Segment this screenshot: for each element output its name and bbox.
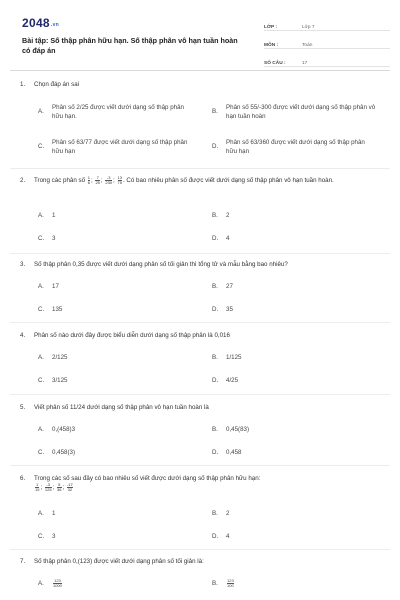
header — [16, 14, 388, 66]
page-title: Bài tập: Số thập phân hữu hạn. Số thập phân vô hạn tuần hoàn có đáp án — [22, 36, 238, 55]
question-separator — [10, 465, 390, 466]
question-5: 5. Viết phân số 11/24 dưới dạng số thập phân vô hạn tuần hoàn là A. 0,(458)3 B. 0,45(83) C. 0,458(3) D. 0,458 — [20, 404, 250, 456]
meta-subject: MÔN : Toán — [264, 34, 390, 49]
meta-info — [264, 16, 390, 70]
question-7: 7. Số thập phân 0,(123) được viết dưới dạng phân số tối giản là: A. $\frac{123}{1000}$ B. $\frac{123}{100}$ — [20, 558, 234, 588]
question-3: 3. Số thập phân 0,35 được viết dưới dạng phân số tối giản thì tổng tử và mẫu bằng bao nhiêu? A. 17 B. 27 C. 135 D. 35 — [20, 261, 288, 313]
question-separator — [10, 549, 390, 550]
fraction-list: $\frac{1}{15}$ ; $\frac{-3}{125}$ ; $\frac{5}{36}$ ; $\frac{-17}{32}$ — [35, 482, 73, 492]
question-separator — [10, 253, 390, 254]
question-text: Chọn đáp án sai — [34, 81, 80, 88]
fraction: $\frac{5}{36}$ — [57, 482, 62, 492]
fraction: $\frac{1}{15}$ — [35, 482, 40, 492]
fraction: $\frac{-3}{230}$ — [105, 175, 113, 185]
fraction: $\frac{123}{100}$ — [227, 578, 234, 588]
fraction: $\frac{13}{75}$ — [117, 175, 122, 185]
meta-class: LỚP : Lớp 7 — [264, 16, 390, 31]
fraction: $\frac{-3}{125}$ — [44, 482, 52, 492]
question-separator — [10, 394, 390, 395]
fraction: $\frac{1}{6}$ — [87, 175, 90, 185]
question-separator — [10, 322, 390, 323]
question-2: 2. Trong các phân số $\frac{1}{6}$ ; $\frac{7}{25}$ ; $\frac{-3}{230}$ ; $\frac{13}{75}$ . Có bao nhiêu phân số được viết dưới dạng số thập phân vô hạn tuần hoàn. A. 1 B. 2 C. 3 D. 4 — [20, 175, 334, 242]
question-4: 4. Phân số nào dưới đây được biểu diễn dưới dạng số thập phân là 0,016 A. 2/125 B. 1/125 C. 3/125 D. 4/25 — [20, 332, 242, 384]
site-logo[interactable]: 2048.vn — [22, 16, 60, 30]
meta-question-count: SỐ CÂU : 17 — [264, 52, 390, 67]
fraction: $\frac{123}{1000}$ — [53, 578, 62, 588]
fraction: $\frac{-17}{32}$ — [66, 482, 73, 492]
question-6: 6. Trong các số sau đây có bao nhiêu số viết được dưới dạng số thập phân hữu hạn: $\frac{1}{15}$ ; $\frac{-3}{125}$ ; $\frac{5}{36}$ ; $\frac{-17}{32}$ A. 1 B. 2 C. 3 D. 4 — [20, 474, 388, 492]
fraction: $\frac{7}{25}$ — [95, 175, 100, 185]
header-divider — [10, 70, 390, 71]
question-separator — [10, 168, 390, 169]
question-1: 1. Chọn đáp án sai A. Phân số 2/25 được viết dưới dạng số thập phân hữu hạn. B. Phân số 55/-300 được viết dưới dạng số thập phân vô hạn tuần hoàn C. Phân số 63/77 được viết dưới dạng số thập phân hữu hạn D. Phân số 63/360 được viết dưới dạng số thập phân hữu hạn — [20, 81, 376, 155]
